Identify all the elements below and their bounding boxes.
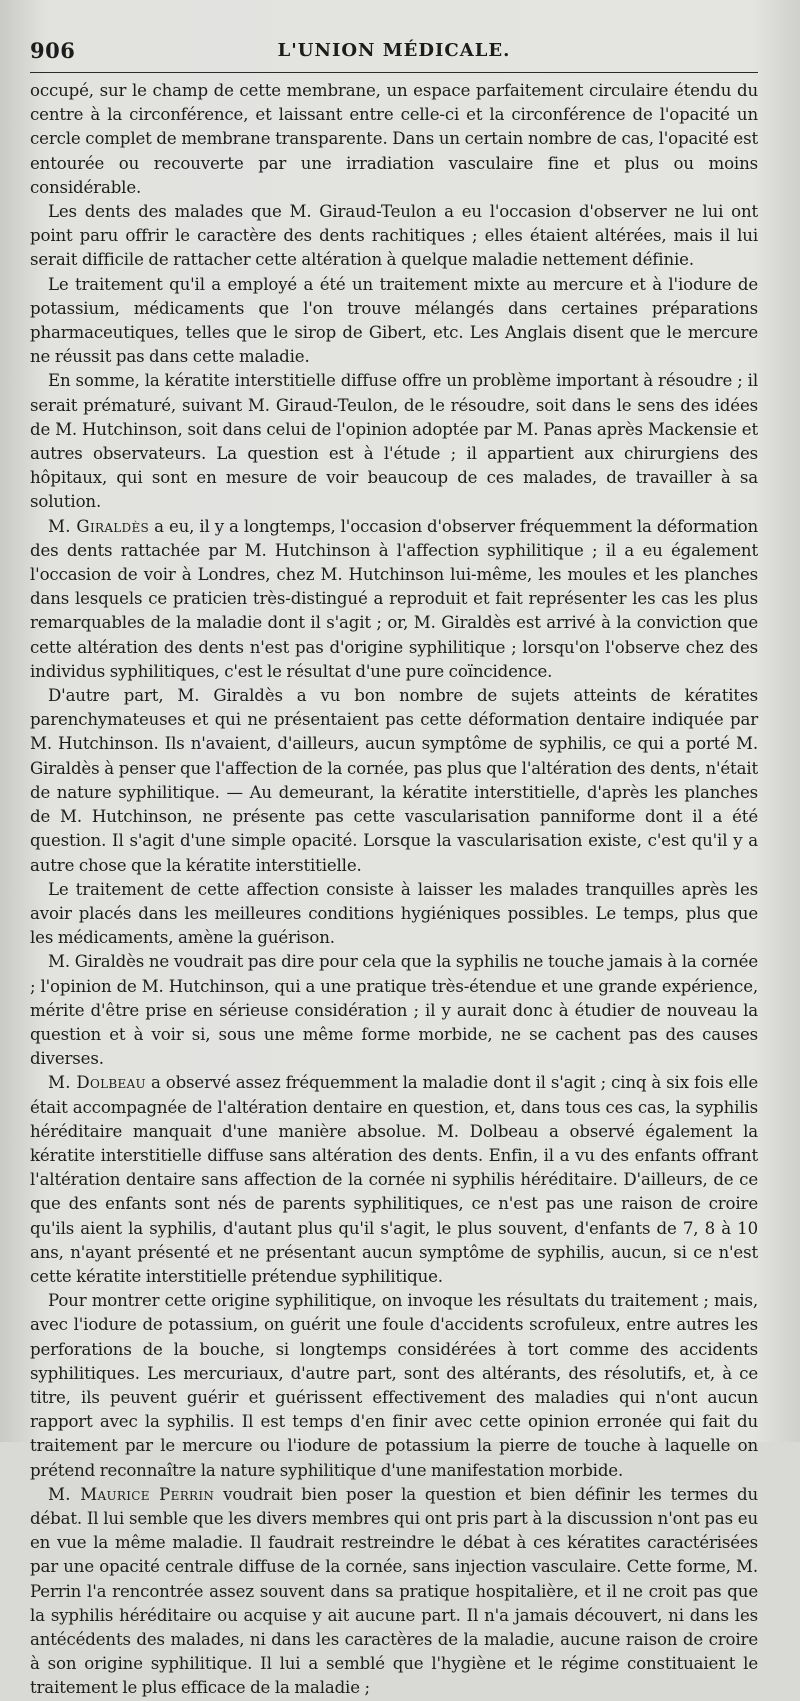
paragraph-text: voudrait bien poser la question et bien définir les termes du débat. Il lui semble que les divers membres qui ont pris part à la discussion n'ont pas eu en vue la même maladie. Il faudrait restreindre le débat à ces kératites caractérisées par une opacité centrale diffuse de la cornée, sans injection vasculaire. Cette forme, M. Perrin l'a rencontrée assez souvent dans sa pratique hospitalière, et il ne croit pas que la syphilis héréditaire ou acquise y ait aucune part. Il n'a jamais découvert, ni dans les antécédents des malades, ni dans les caractères de la maladie, aucune raison de croire à son origine syphilitique. Il lui a semblé que l'hygiène et le régime constituaient le traitement le plus efficace de la maladie ; xyxy=(30,1484,758,1698)
speaker-name: M. Giraldès xyxy=(48,516,150,536)
paragraph xyxy=(30,515,758,684)
speaker-name: M. Dolbeau xyxy=(48,1073,146,1093)
paragraph xyxy=(30,1071,758,1289)
paragraph xyxy=(30,369,758,514)
paragraph xyxy=(30,273,758,370)
paragraph xyxy=(30,684,758,878)
speaker-name: M. Maurice Perrin xyxy=(48,1484,215,1504)
paragraph-text: a observé assez fréquemment la maladie dont il s'agit ; cinq à six fois elle était accompagnée de l'altération dentaire en question, et, dans tous ces cas, la syphilis héréditaire manquait d'une manière absolue. M. Dolbeau a observé également la kératite interstitielle diffuse sans altération des dents. Enfin, il a vu des enfants offrant l'altération dentaire sans affection de la cornée ni syphilis héréditaire. D'ailleurs, de ce que des enfants sont nés de parents syphilitiques, ce n'est pas une raison de croire qu'ils aient la syphilis, d'autant plus qu'il s'agit, le plus souvent, d'enfants de 7, 8 à 10 ans, n'ayant présenté et ne présentant aucun symptôme de syphilis, aucun, si ce n'est cette kératite interstitielle prétendue syphilitique. xyxy=(30,1073,758,1286)
running-title: L'UNION MÉDICALE. xyxy=(277,40,511,61)
paragraph xyxy=(30,950,758,1071)
paragraph-text: a eu, il y a longtemps, l'occasion d'observer fréquemment la déformation des dents rattachée par M. Hutchinson à l'affection syphilitique ; il a eu également l'occasion de voir à Londres, chez M. Hutchinson lui-même, les moules et les planches dans lesquels ce praticien très-distingué a reproduit et fait représenter les cas les plus remarquables de la maladie dont il s'agit ; or, M. Giraldès est arrivé à la conviction que cette altération des dents n'est pas d'origine syphilitique ; lorsqu'on l'observe chez des individus syphilitiques, c'est le résultat d'une pure coïncidence. xyxy=(30,516,759,681)
article-body xyxy=(30,79,758,1701)
paragraph xyxy=(30,878,758,951)
paragraph-text: M. Giraldès ne voudrait pas dire pour cela que la syphilis ne touche jamais à la cornée ; l'opinion de M. Hutchinson, qui a une pratique très-étendue et une grande expérience, mérite d'être prise en sérieuse considération ; il y aurait donc à étudier de nouveau la question et à voir si, sous une même forme morbide, ne se cachent pas des causes diverses. xyxy=(30,952,758,1069)
paragraph-text: En somme, la kératite interstitielle diffuse offre un problème important à résoudre ; il serait prématuré, suivant M. Giraud-Teulon, de le résoudre, soit dans le sens des idées de M. Hutchinson, soit dans celui de l'opinion adoptée par M. Panas après Mackensie et autres observateurs. La question est à l'étude ; il appartient aux chirurgiens des hôpitaux, qui sont en mesure de voir beaucoup de ces malades, de travailler à sa solution. xyxy=(30,371,758,512)
paragraph xyxy=(30,1483,758,1701)
paragraph xyxy=(30,200,758,273)
paragraph-text: D'autre part, M. Giraldès a vu bon nombre de sujets atteints de kératites parenchymateuses et qui ne présentaient pas cette déformation dentaire indiquée par M. Hutchinson. Ils n'avaient, d'ailleurs, aucun symptôme de syphilis, ce qui a porté M. Giraldès à penser que l'affection de la cornée, pas plus que l'altération des dents, n'était de nature syphilitique. — Au demeurant, la kératite interstitielle, d'après les planches de M. Hutchinson, ne présente pas cette vascularisation panniforme dont il a été question. Il s'agit d'une simple opacité. Lorsque la vascularisation existe, c'est qu'il y a autre chose que la kératite interstitielle. xyxy=(30,686,758,875)
page-number: 906 xyxy=(30,38,76,63)
paragraph-text: Le traitement qu'il a employé a été un traitement mixte au mercure et à l'iodure de potassium, médicaments que l'on trouve mélangés dans certaines préparations pharmaceutiques, telles que le sirop de Gibert, etc. Les Anglais disent que le mercure ne réussit pas dans cette maladie. xyxy=(30,274,758,367)
paragraph-text: Le traitement de cette affection consiste à laisser les malades tranquilles après les avoir placés dans les meilleures conditions hygiéniques possibles. Le temps, plus que les médicaments, amène la guérison. xyxy=(30,879,758,948)
paragraph-text: occupé, sur le champ de cette membrane, un espace parfaitement circulaire étendu du centre à la circonférence, et laissant entre celle-ci et la circonférence de l'opacité un cercle complet de membrane transparente. Dans un certain nombre de cas, l'opacité est entourée ou recouverte par une irradiation vasculaire fine et plus ou moins considérable. xyxy=(30,81,758,197)
page-header xyxy=(30,36,758,73)
paragraph xyxy=(30,1289,758,1483)
paragraph-text: Pour montrer cette origine syphilitique, on invoque les résultats du traitement ; mais, avec l'iodure de potassium, on guérit une foule d'accidents scrofuleux, entre autres les perforations de la bouche, si longtemps considérées à tort comme des accidents syphilitiques. Les mercuriaux, d'autre part, sont des altérants, des résolutifs, et, à ce titre, ils peuvent guérir et guérissent effectivement des maladies qui n'ont aucun rapport avec la syphilis. Il est temps d'en finir avec cette opinion erronée qui fait du traitement par le mercure ou l'iodure de potassium la pierre de touche à laquelle on prétend reconnaître la nature syphilitique d'une manifestation morbide. xyxy=(30,1291,758,1480)
paragraph xyxy=(30,79,758,200)
paragraph-text: Les dents des malades que M. Giraud-Teulon a eu l'occasion d'observer ne lui ont point paru offrir le caractère des dents rachitiques ; elles étaient altérées, mais il lui serait difficile de rattacher cette altération à quelque maladie nettement définie. xyxy=(30,202,758,270)
